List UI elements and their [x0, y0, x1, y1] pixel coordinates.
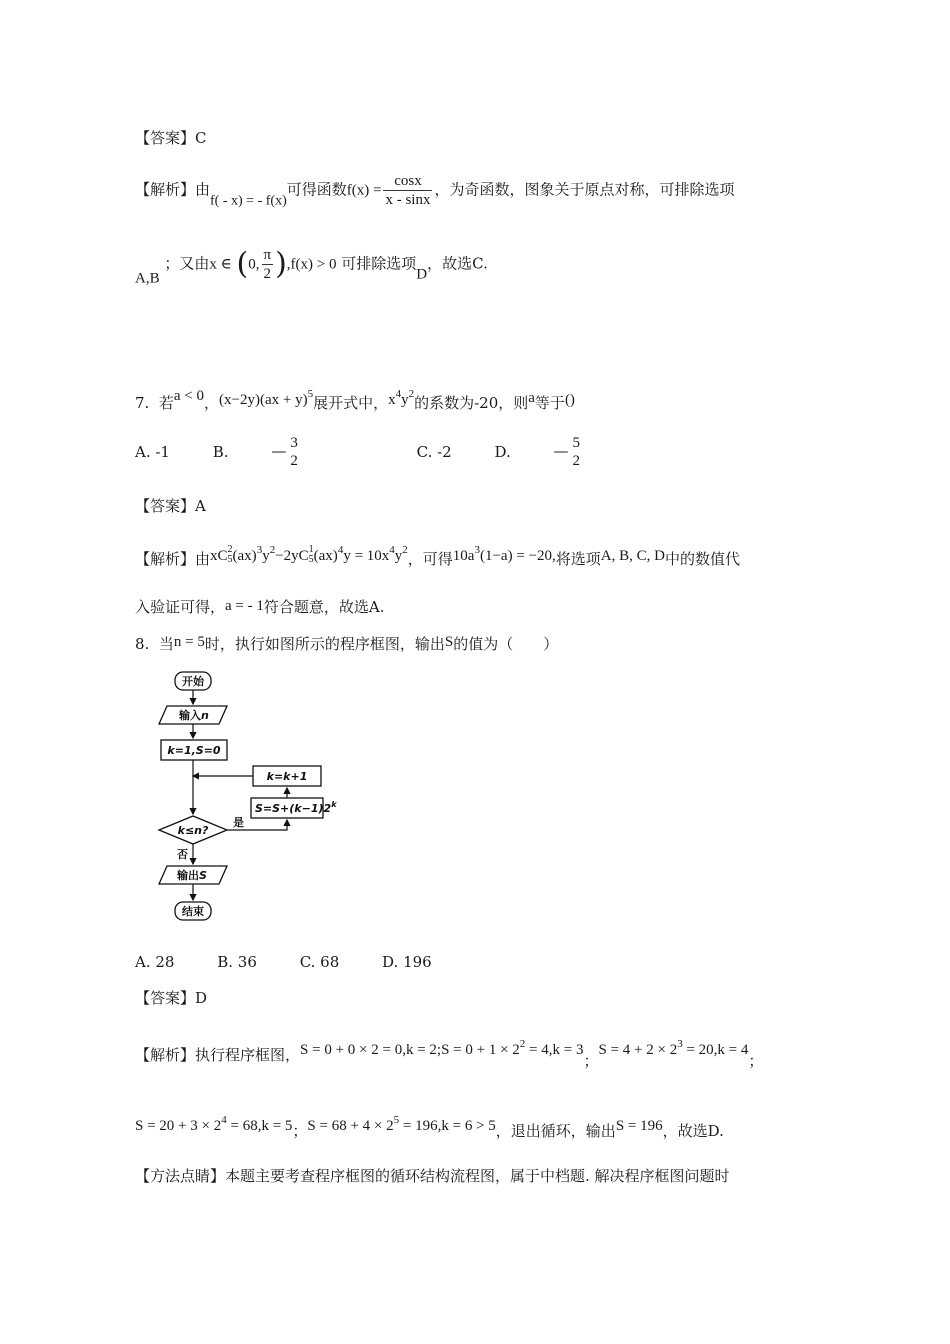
fraction-cosx: $\frac{\cos x}{x - \sin x}$ — [385, 173, 431, 208]
output-label: 输出S — [177, 869, 207, 882]
q7-options: A. -1 B. — 3 2 C. -2 D. — 5 2 — [135, 435, 581, 469]
q6-analysis-line2: A,B ；又由x ∈ (0, $\frac{\pi}{2}$ ),f(x) > 0 可排除选项D，故选C. — [135, 246, 488, 287]
q8-analysis-line1: 【解析】执行程序框图，S = 0 + 0 × 2 = 0,k = 2;S = $0 + 1 \times 2^2 = 4,k = 3$；$S = 4 + 2 \times 2^3 = 20,k = 4$； — [135, 1038, 764, 1070]
q7-answer: 【答案】A — [135, 497, 206, 515]
q8-answer: 【答案】D — [135, 989, 208, 1007]
method-tip: 【方法点睛】本题主要考查程序框图的循环结构流程图，属于中档题. 解决程序框图问题时 — [135, 1167, 730, 1185]
yes-label: 是 — [233, 816, 244, 829]
condition: f( - x) = - f(x) — [210, 193, 287, 209]
no-label: 否 — [177, 848, 188, 861]
fraction-pi-over-2: $\frac{\pi}{2}$ — [263, 247, 272, 282]
increment-label: k=k+1 — [266, 770, 308, 783]
q7-analysis-line1: 【解析】由xC 2 5 $(ax)^3y^2-2yC$ 1 5 $(ax)^4y = 10x^4y^2$，可得$10a^3(1-a) = -20$,将选项A, B, C, D中的数值代 — [135, 544, 740, 568]
q8-analysis-line2: $S = 20 + 3 \times 2^4 = 68,k = 5$；$S = 68 + 4 \times 2^5 = 196,k = 6 > 5$，退出循环，输出S = 196，故选D. — [135, 1114, 724, 1140]
q6-answer: 【答案】C — [135, 129, 207, 147]
init-label: k=1,S=0 — [167, 744, 221, 757]
end-label: 结束 — [182, 905, 204, 918]
update-label: $S=S+(k-1)2^k$ — [255, 800, 337, 815]
q7-stem: 7. 若a < 0，(x−2y)(ax + y)$^5$展开式中，$x^4y^2$的系数为-20，则a等于() — [135, 388, 575, 412]
decision-label: k≤n? — [177, 824, 209, 837]
input-label: 输入n — [179, 709, 209, 722]
q8-stem: 8. 当n = 5时，执行如图所示的程序框图，输出S的值为（ ） — [135, 634, 559, 653]
q7-analysis-line2: 入验证可得，a = - 1符合题意，故选A. — [135, 598, 385, 616]
q6-analysis-line1: 【解析】由f( - x) = - f(x)可得函数f(x) = $\frac{\cos x}{x - \sin x}$ ，为奇函数，图象关于原点对称，可排除选项 — [135, 173, 735, 209]
flowchart — [155, 668, 335, 928]
start-label: 开始 — [182, 675, 204, 688]
q8-options: A. 28 B. 36 C. 68 D. 196 — [135, 953, 432, 971]
